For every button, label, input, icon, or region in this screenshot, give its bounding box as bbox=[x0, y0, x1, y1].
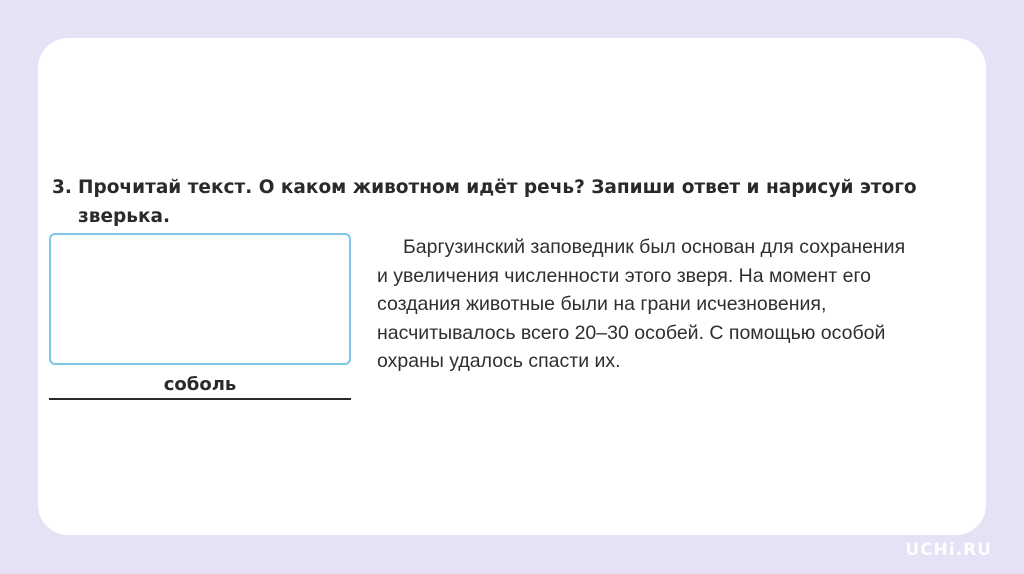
drawing-area[interactable] bbox=[49, 233, 351, 365]
task-number: 3. bbox=[52, 177, 72, 198]
answer-value: соболь bbox=[163, 373, 237, 395]
passage-line: охраны удалось спасти их. bbox=[377, 350, 621, 373]
task-heading-line-1: Прочитай текст. О каком животном идёт речь? Запиши ответ и нарисуй этого bbox=[78, 177, 917, 198]
uchi-ru-logo: UCHi.RU bbox=[905, 540, 992, 560]
passage-line: создания животные были на грани исчезновения, bbox=[377, 293, 827, 316]
passage-line: Баргузинский заповедник был основан для сохранения bbox=[403, 236, 906, 258]
task-heading-line-2: зверька. bbox=[78, 206, 171, 227]
task-heading bbox=[52, 173, 972, 231]
passage-line: и увеличения численности этого зверя. На момент его bbox=[377, 264, 872, 287]
reading-passage bbox=[377, 233, 977, 376]
answer-field[interactable] bbox=[49, 366, 351, 400]
passage-line: насчитывалось всего 20–30 особей. С помощью особой bbox=[377, 321, 886, 344]
